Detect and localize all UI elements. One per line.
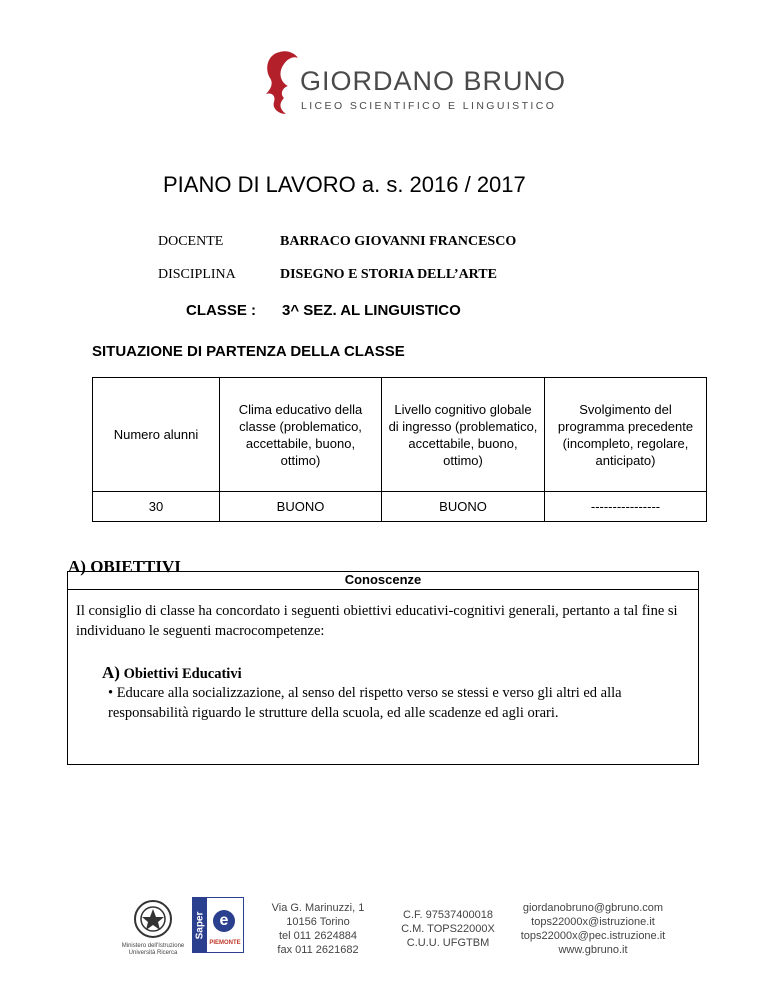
obiettivi-intro: Il consiglio di classe ha concordato i seguenti obiettivi educativi-cognitivi generali, pertanto a tal fine si individuano le seguenti macrocompetenze: (76, 603, 678, 639)
table-header-cell: Numero alunni (93, 378, 220, 492)
disciplina-value: DISEGNO E STORIA DELL’ARTE (280, 267, 497, 282)
contact-line[interactable]: www.gbruno.it (558, 944, 628, 956)
contact-line[interactable]: tops22000x@istruzione.it (531, 916, 655, 928)
docente-value: BARRACO GIOVANNI FRANCESCO (280, 234, 517, 249)
school-logo (258, 48, 304, 120)
footer-contacts (508, 901, 678, 957)
obiettivi-educativi-heading (102, 663, 242, 683)
situazione-heading: SITUAZIONE DI PARTENZA DELLA CLASSE (92, 343, 405, 360)
page-title: PIANO DI LAVORO a. s. 2016 / 2017 (163, 172, 526, 197)
table-header-cell: Clima educativo della classe (problematico, accettabile, buono, ottimo) (220, 378, 382, 492)
address-line: 10156 Torino (286, 916, 350, 928)
table-cell: ---------------- (545, 492, 707, 522)
table-header-cell: Livello cognitivo globale di ingresso (problematico, accettabile, buono, ottimo) (382, 378, 545, 492)
footer-codes (393, 908, 503, 950)
logo-name: GIORDANO BRUNO (300, 66, 567, 96)
code-line: C.M. TOPS22000X (401, 923, 495, 935)
classe-label: CLASSE : (186, 302, 257, 319)
code-line: C.F. 97537400018 (403, 909, 493, 921)
saperi-q-icon: e (213, 910, 235, 932)
classe-value: 3^ SEZ. AL LINGUISTICO (282, 302, 461, 319)
table-cell: BUONO (382, 492, 545, 522)
sub-letter: A) (102, 663, 120, 682)
saperi-logo (192, 897, 244, 953)
code-line: C.U.U. UFGTBM (406, 937, 490, 949)
conoscenze-title: Conoscenze (67, 571, 699, 590)
logo-subtitle: LICEO SCIENTIFICO E LINGUISTICO (301, 100, 557, 112)
obiettivi-heading: A) OBIETTIVI (68, 557, 181, 576)
table-cell: 30 (93, 492, 220, 522)
ministero-label: Ministero dell'Istruzione Università Ricerca (121, 943, 185, 956)
saperi-region: PIEMONTE (209, 940, 241, 946)
address-line: fax 011 2621682 (277, 944, 359, 956)
table-cell: BUONO (220, 492, 382, 522)
table-row (93, 492, 707, 522)
disciplina-label: DISCIPLINA (158, 267, 236, 282)
sub-title: Obiettivi Educativi (123, 666, 242, 682)
footer-address (268, 901, 368, 957)
table-header-cell: Svolgimento del programma precedente (incompleto, regolare, anticipato) (545, 378, 707, 492)
table-header-row (93, 378, 707, 492)
obiettivi-educativi-text: • Educare alla socializzazione, al senso del rispetto verso se stessi e verso gli altri ed alla responsabilità riguardo le strutture della scuola, ed alle scadenze ed agli orari. (108, 685, 622, 721)
saperi-label: Saper (194, 911, 206, 940)
contact-line[interactable]: giordanobruno@gbruno.com (522, 902, 664, 914)
situazione-table (92, 377, 707, 522)
repubblica-emblem-icon (131, 898, 175, 940)
address-line: tel 011 2624884 (278, 930, 358, 942)
docente-label: DOCENTE (158, 234, 224, 249)
address-line: Via G. Marinuzzi, 1 (271, 902, 365, 914)
contact-line[interactable]: tops22000x@pec.istruzione.it (520, 930, 666, 942)
